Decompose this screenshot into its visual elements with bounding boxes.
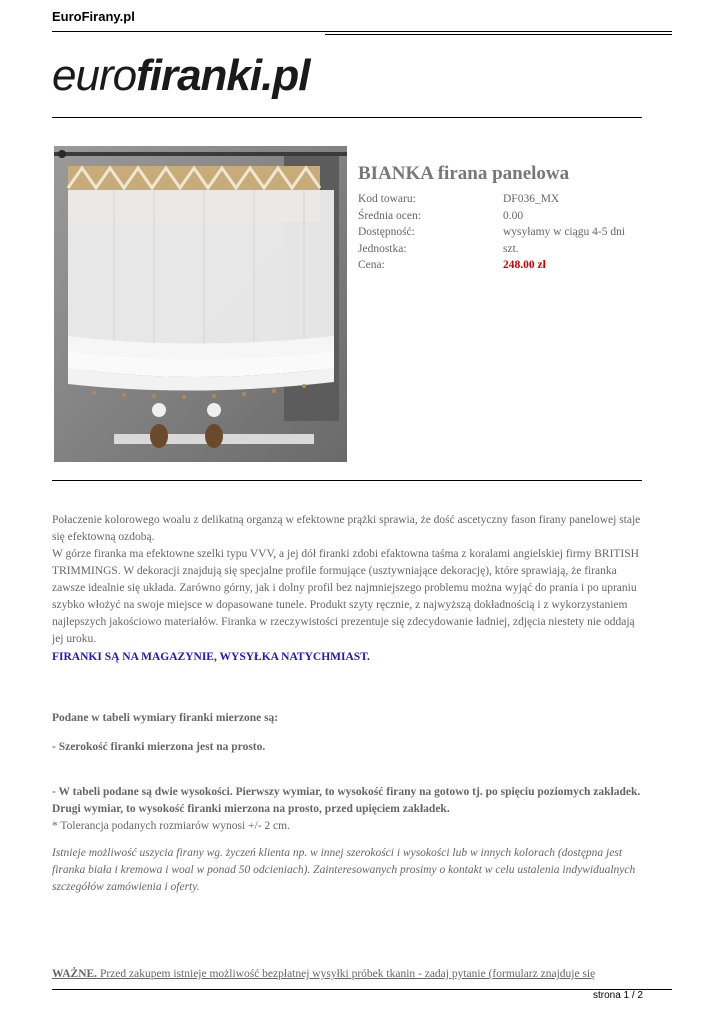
important-note <box>52 966 642 983</box>
dimensions-height: - W tabeli podane są dwie wysokości. Pierwszy wymiar, to wysokość firany na gotowo tj. po spięciu poziomych zakładek. Drugi wymiar, to wysokość firanki mierzona na prosto, przed upięciem zakładek. <box>52 786 641 815</box>
dimensions-width: - Szerokość firanki mierzona jest na prosto. <box>52 741 266 753</box>
product-details <box>358 163 648 274</box>
spec-row-code <box>358 191 648 208</box>
spec-row-availability <box>358 224 648 241</box>
product-title: BIANKA firana panelowa <box>358 163 570 184</box>
spec-row-price <box>358 257 648 274</box>
stock-notice: FIRANKI SĄ NA MAGAZYNIE, WYSYŁKA NATYCHMIAST. <box>52 651 370 663</box>
dimensions-intro: Podane w tabeli wymiary firanki mierzone są: <box>52 712 279 724</box>
spec-value: 0.00 <box>503 209 524 222</box>
important-label: WAŻNE. <box>52 968 98 980</box>
description-divider <box>52 480 642 481</box>
custom-order-note: Istnieje możliwość uszycia firany wg. życzeń klienta np. w innej szerokości i wysokości lub w innych kolorach (dostępna jest firanka biała i kremowa i woal w ponad 50 odcieniach). Zainteresowanych prosimy o kontakt w celu ustalenia indywidualnych szczegółów zamówienia i oferty. <box>52 847 636 893</box>
logo-part-euro: euro <box>52 51 137 100</box>
spec-value: wysyłamy w ciągu 4-5 dni <box>503 226 626 238</box>
spec-value: DF036_MX <box>503 193 560 205</box>
header-rule-secondary <box>325 34 672 35</box>
spec-label: Dostępność: <box>358 226 415 238</box>
header-rule <box>52 31 672 32</box>
footer-rule <box>52 989 672 990</box>
spec-label: Średnia ocen: <box>358 209 421 222</box>
spec-row-unit <box>358 241 648 258</box>
curtain-illustration <box>54 146 347 462</box>
spec-label: Cena: <box>358 259 385 271</box>
header-divider <box>52 117 642 118</box>
spec-row-rating <box>358 208 648 225</box>
important-text[interactable]: Przed zakupem istnieje możliwość bezpłatnej wysyłki próbek tkanin - zadaj pytanie (formularz znajduje się <box>97 968 596 980</box>
product-description: Połaczenie kolorowego woalu z delikatną organzą w efektowne prążki sprawia, że dość ascetyczny fason firany panelowej staje się efektowną ozdobą. W górze firanka ma efektowne szelki typu VVV, a jej dół firanki zdobi efaktowna taśma z koralami angielskiej firmy BRITISH TRIMMINGS. W dekoracji znajdują się specjalne profile formujące (usztywniające dekorację), które sprawiają, że firanka zawsze idealnie się układa. Zarówno górny, jak i dolny profil bez najmniejszego problemu można wyjąć do prania i po upraniu szybko włożyć na swoje miejsce w dopasowane tunele. Produkt szyty ręcznie, z najwyższą dokładnością i z wykorzystaniem najlepszych jakościowo materiałów. Firanka w rzeczywistości prezentuje się zdecydowanie ładniej, zdjęcia niestety nie oddają jej uroku. <box>52 514 641 645</box>
spec-value: szt. <box>503 242 519 255</box>
dimensions-height-block <box>52 784 642 835</box>
page-number: strona 1 / 2 <box>592 990 643 1001</box>
spec-label: Jednostka: <box>358 242 407 255</box>
brand-logo <box>52 46 332 106</box>
spec-label: Kod towaru: <box>358 193 416 205</box>
price-value: 248.00 zł <box>503 259 546 271</box>
site-title: EuroFirany.pl <box>52 9 135 24</box>
product-image <box>54 146 347 462</box>
tolerance-note: * Tolerancja podanych rozmiarów wynosi +/- 2 cm. <box>52 820 290 832</box>
logo-part-firanki: firanki.pl <box>136 51 310 100</box>
